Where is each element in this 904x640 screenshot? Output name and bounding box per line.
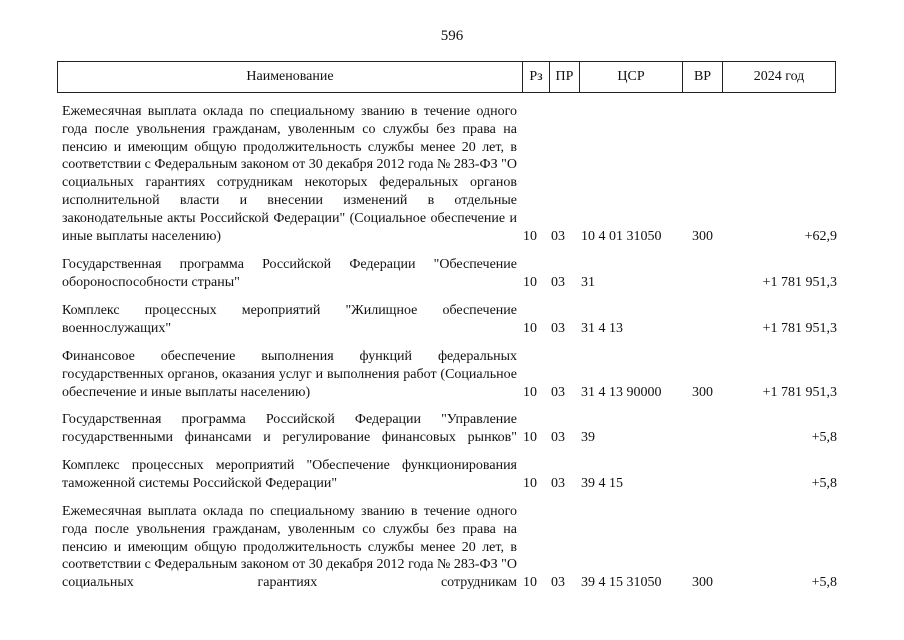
table-row [0, 411, 904, 447]
header-rz: Рз [522, 62, 549, 92]
row-rz: 10 [523, 321, 537, 336]
row-name: Ежемесячная выплата оклада по специальному званию в течение одного года после увольнения гражданам, уволенным со службы без права на пенсию и имеющим общую продолжительность службы менее 20 лет, в соответствии с Федеральным законом от 30 декабря 2012 года № 283-ФЗ "О социальных гарантиях сотрудникам некоторых федеральных органов исполнительной власти и внесении изменений в отдельные законодательные акты Российской Федерации" (Социальное обеспечение и иные выплаты населению) [62, 104, 517, 244]
row-pr: 03 [551, 430, 565, 445]
table-row [0, 348, 904, 402]
table-row [0, 256, 904, 292]
row-amount: +1 781 951,3 [762, 275, 837, 290]
header-csr: ЦСР [579, 62, 682, 92]
header-name: Наименование [246, 69, 334, 84]
table-row [0, 103, 904, 247]
row-amount: +1 781 951,3 [762, 321, 837, 336]
row-rz: 10 [523, 575, 537, 590]
row-csr: 31 [581, 275, 595, 290]
table-row [0, 503, 904, 593]
row-pr: 03 [551, 229, 565, 244]
row-pr: 03 [551, 385, 565, 400]
row-rz: 10 [523, 476, 537, 491]
row-pr: 03 [551, 476, 565, 491]
table-row [0, 457, 904, 493]
row-csr: 39 4 15 31050 [581, 575, 662, 590]
row-pr: 03 [551, 321, 565, 336]
row-vr: 300 [692, 385, 713, 400]
row-rz: 10 [523, 229, 537, 244]
row-amount: +5,8 [811, 575, 837, 590]
table-row [0, 302, 904, 338]
row-csr: 39 [581, 430, 595, 445]
row-csr: 31 4 13 90000 [581, 385, 662, 400]
header-pr: ПР [549, 62, 579, 92]
row-rz: 10 [523, 275, 537, 290]
row-amount: +5,8 [811, 476, 837, 491]
row-amount: +1 781 951,3 [762, 385, 837, 400]
row-vr: 300 [692, 575, 713, 590]
row-rz: 10 [523, 385, 537, 400]
row-amount: +5,8 [811, 430, 837, 445]
row-amount: +62,9 [804, 229, 837, 244]
page-number: 596 [440, 28, 464, 44]
table-header [57, 61, 836, 93]
row-name: Государственная программа Российской Федерации "Управление государственными финансами и регулирование финансовых рынков" [62, 412, 517, 445]
row-name: Комплекс процессных мероприятий "Обеспечение функционирования таможенной системы Российской Федерации" [62, 458, 517, 491]
header-vr: ВР [682, 62, 722, 92]
row-pr: 03 [551, 575, 565, 590]
row-name: Комплекс процессных мероприятий "Жилищное обеспечение военнослужащих" [62, 303, 517, 336]
row-name: Государственная программа Российской Федерации "Обеспечение обороноспособности страны" [62, 257, 517, 290]
row-name: Финансовое обеспечение выполнения функций федеральных государственных органов, оказания услуг и выполнения работ (Социальное обеспечение и иные выплаты населению) [62, 349, 517, 400]
row-csr: 10 4 01 31050 [581, 229, 662, 244]
row-name: Ежемесячная выплата оклада по специальному званию в течение одного года после увольнения гражданам, уволенным со службы без права на пенсию и имеющим общую продолжительность службы менее 20 лет, в соответствии с Федеральным законом от 30 декабря 2012 года № 283-ФЗ "О социальных гарантиях сотрудникам [62, 504, 517, 591]
row-csr: 39 4 15 [581, 476, 623, 491]
row-rz: 10 [523, 430, 537, 445]
row-csr: 31 4 13 [581, 321, 623, 336]
row-pr: 03 [551, 275, 565, 290]
row-vr: 300 [692, 229, 713, 244]
header-year: 2024 год [722, 62, 835, 92]
